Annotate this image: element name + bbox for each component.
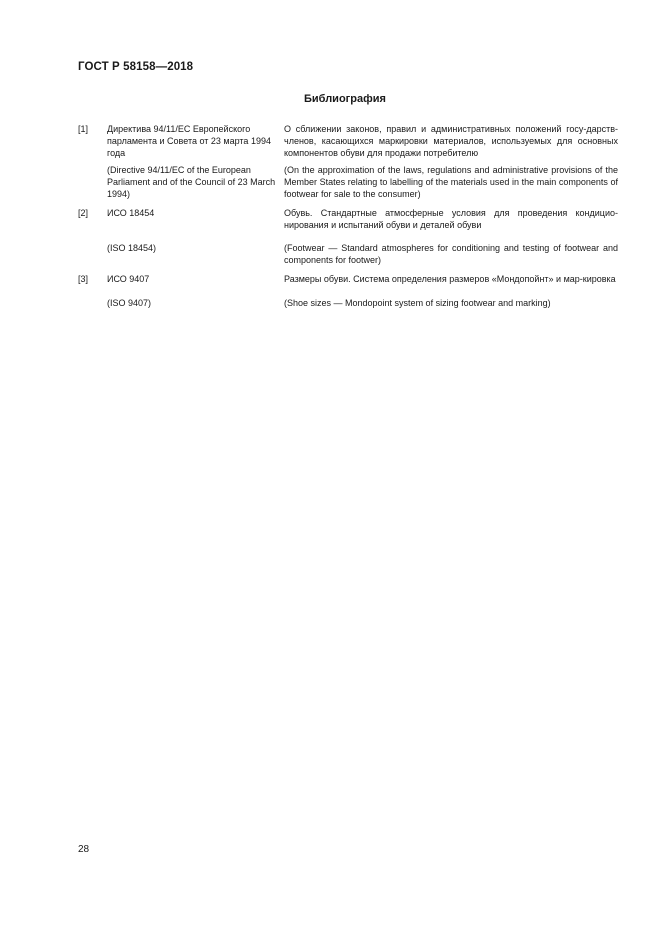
bibliography-entry-2-translation [78,243,618,267]
entry-source: (ISO 9407) [107,297,152,308]
page-number: 28 [78,844,90,855]
bibliography-entry-3-translation [78,298,618,310]
standard-designation: ГОСТ Р 58158—2018 [78,61,194,73]
entry-description: Обувь. Стандартные атмосферные условия для проведения кондицио-нирования и испытаний обуви и деталей обуви [284,207,618,230]
entry-source: Директива 94/11/ЕС Европейского парламента и Совета от 23 марта 1994 года [107,124,271,158]
bibliography-entry-2 [78,208,618,232]
entry-description: О сближении законов, правил и административных положений госу-дарств-членов, касающихся маркировки материалов, используемых для основных компонентов обуви для продажи потребителю [284,124,618,158]
entry-number [78,165,107,200]
entry-source: (Directive 94/11/EC of the European Parliament and of the Council of 23 March 1994) [107,165,276,199]
bibliography-entry-3 [78,274,618,286]
entry-source: ИСО 18454 [107,207,155,218]
bibliography-entry-1 [78,124,618,159]
entry-description: Размеры обуви. Система определения размеров «Мондопойнт» и мар-кировка [284,273,616,284]
entry-number: [1] [78,124,89,134]
entry-number [78,243,107,267]
entry-description: (On the approximation of the laws, regulations and administrative provisions of the Member States relating to labelling of the materials used in the main components of footwear for sale to the consumer) [284,165,618,199]
entry-number [78,298,107,310]
entry-source: (ISO 18454) [107,243,157,254]
entry-description: (Shoe sizes — Mondopoint system of sizing footwear and marking) [284,297,551,308]
entry-source: ИСО 9407 [107,273,150,284]
entry-description: (Footwear — Standard atmospheres for conditioning and testing of footwear and components for footwer) [284,243,618,266]
entry-number: [3] [78,273,89,284]
entry-number: [2] [78,207,89,218]
bibliography-entry-1-translation [78,165,618,200]
bibliography-list [78,124,618,310]
bibliography-heading: Библиография [304,93,386,105]
